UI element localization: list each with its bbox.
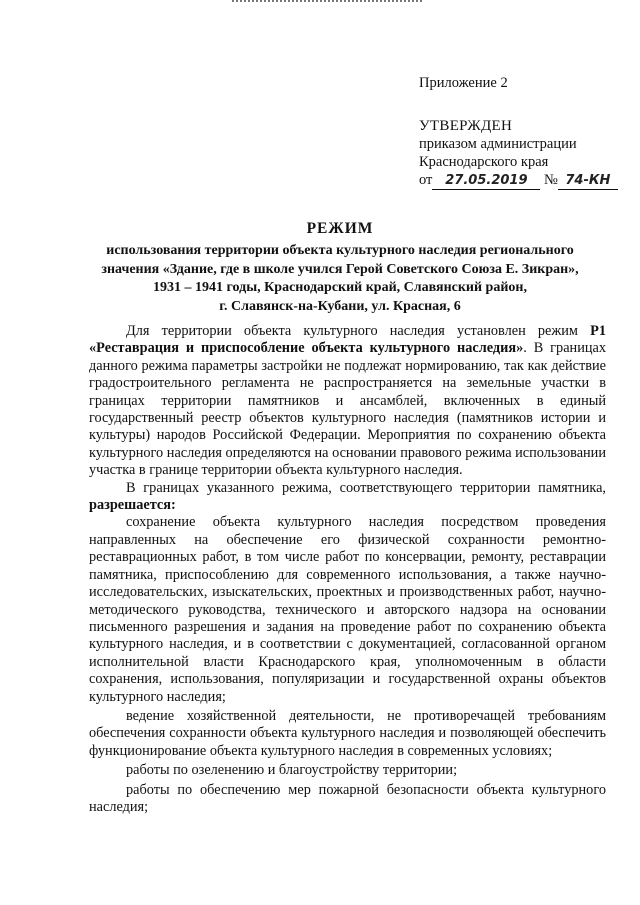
order-line-1: приказом администрации [419,136,577,152]
paragraph-regime-lead: Для территории объекта культурного наследия установлен режим [126,323,591,339]
list-item: работы по обеспечению мер пожарной безопасности объекта культурного наследия; [89,781,606,815]
document-title: РЕЖИМ [306,220,374,237]
order-date-number-line [419,171,618,190]
paragraph-permitted-bold: разрешается: [89,497,176,514]
paragraph-regime-rest: . В границах данного режима параметры застройки не подлежат нормированию, так как действие градостроительного регламента не распространяется на земельные участки в границах территории памятников и ансамблей, включенных в единый государственный реестр объектов культурного наследия (памятников истории и культуры) народов Российской Федерации. Мероприятия по сохранению объекта культурного наследия определяются на основании правового режима использовании участка в границе территории объекта культурного наследия. [89,340,606,479]
handwritten-date: 27.05.2019 [432,173,540,190]
date-prefix: от [419,172,433,188]
document-title-block [60,218,620,316]
approval-stamp-block [419,117,618,190]
paragraph-permitted-lead: В границах указанного режима, соответствующего территории памятника, [126,479,606,496]
order-line-2: Краснодарского края [419,154,549,170]
list-item: работы по озеленению и благоустройству территории; [126,762,458,779]
paragraph-regime [89,323,606,480]
scan-top-mark [232,0,422,5]
subtitle-line-3: 1931 – 1941 годы, Краснодарский край, Славянский район, [153,280,527,295]
list-item: ведение хозяйственной деятельности, не противоречащей требованиям обеспечения сохранности объекта культурного наследия и позволяющей обеспечить функционирование объекта культурного наследия в современных условиях; [89,707,606,759]
list-item: сохранение объекта культурного наследия посредством проведения направленных на обеспечение его физической сохранности ремонтно-реставрационных работ, в том числе работ по консервации, ремонту, реставрации памятника, приспособлению для современного использования, а также научно-исследовательских, изыскательских, проектных и производственных работ, научно-методического руководства, технического и авторского надзора на основании письменного разрешения и задания на проведение работ по сохранению объекта культурного наследия, и в соответствии с документацией, согласованной органом исполнительной власти Краснодарского края, уполномоченным в области сохранения, использования, популяризации и государственной охраны объектов культурного наследия; [89,514,606,705]
paragraph-permitted [89,480,606,515]
document-body [89,323,606,816]
appendix-label: Приложение 2 [419,75,508,91]
subtitle-line-1: использования территории объекта культурного наследия регионального [106,243,574,258]
number-prefix: № [544,172,558,188]
approved-heading: УТВЕРЖДЕН [419,118,513,134]
paragraph-regime-bold: Р1 «Реставрация и приспособление объекта культурного наследия» [89,323,606,357]
subtitle-line-2: значения «Здание, где в школе учился Герой Советского Союза Е. Зикран», [101,261,579,277]
subtitle-line-4: г. Славянск-на-Кубани, ул. Красная, 6 [219,298,461,314]
handwritten-number: 74-КН [558,173,618,190]
